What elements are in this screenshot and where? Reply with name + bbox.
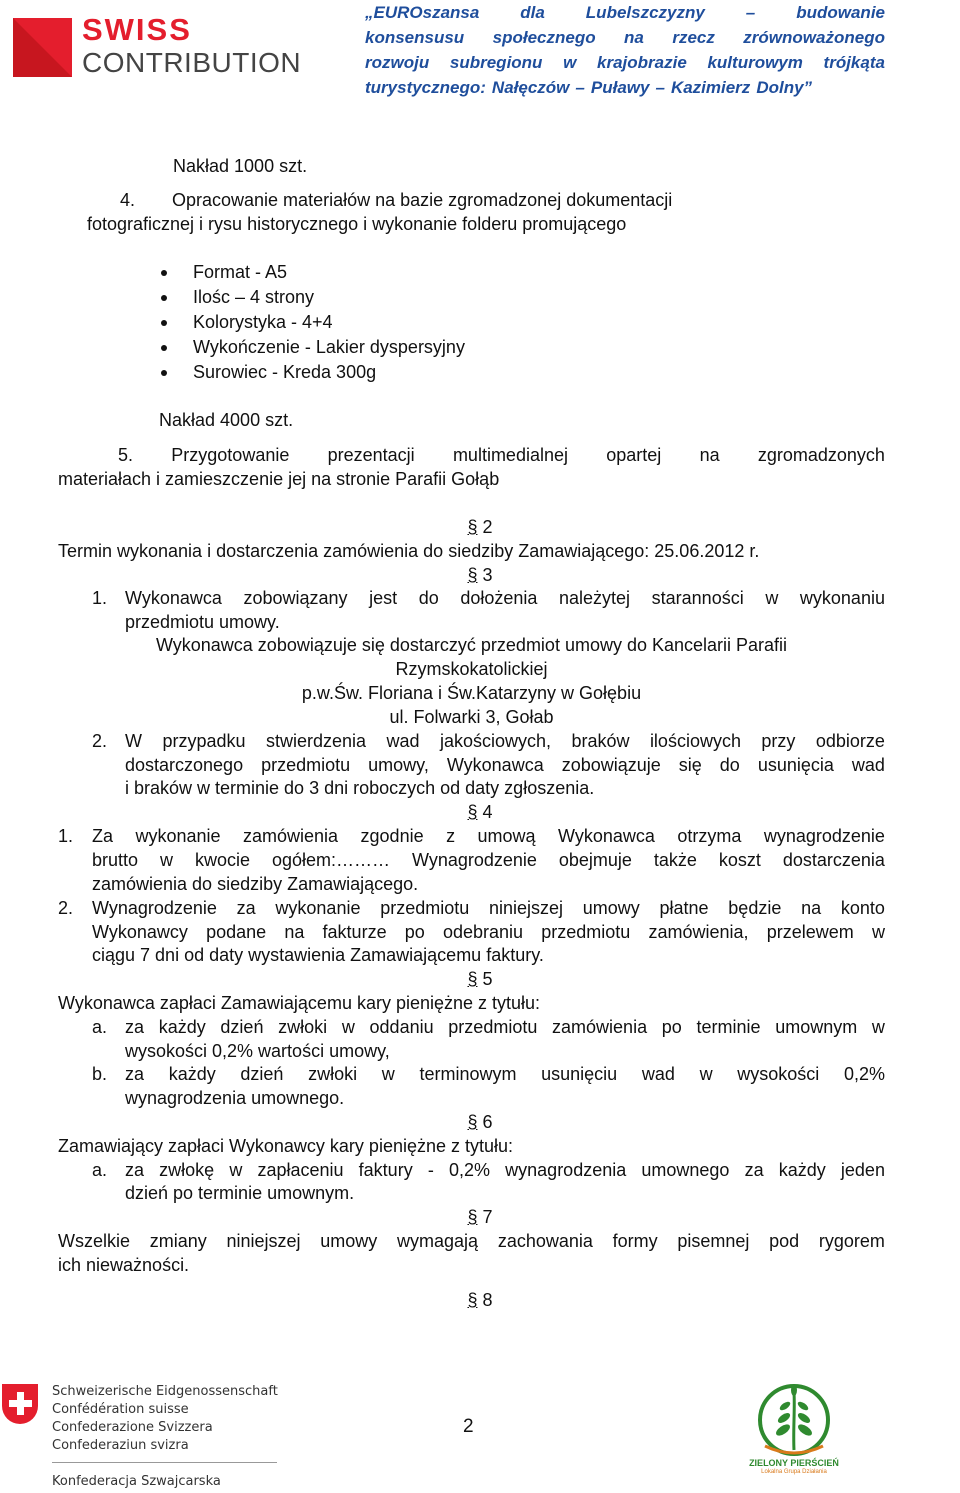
bullet-item-ilosc: Ilośc – 4 strony bbox=[193, 287, 315, 307]
swiss-contribution-flag-icon bbox=[13, 18, 72, 77]
p5-a-label: a. bbox=[92, 1017, 108, 1037]
bullet-icon bbox=[161, 345, 167, 351]
paragraph-2-text: Termin wykonania i dostarczenia zamówienia do siedziby Zamawiającego: 25.06.2012 r. bbox=[58, 541, 760, 561]
bullet-icon bbox=[161, 320, 167, 326]
p3-item1-line-cont: przedmiotu umowy. bbox=[125, 612, 280, 632]
p5-intro: Wykonawca zapłaci Zamawiającemu kary pieniężne z tytułu: bbox=[58, 993, 541, 1013]
p3-address-line: ul. Folwarki 3, Gołab bbox=[389, 707, 554, 727]
bullet-icon bbox=[161, 270, 167, 276]
zielony-pierscien-subtitle: Lokalna Grupa Działania bbox=[761, 1469, 827, 1475]
p7-line-cont: ich nieważności. bbox=[58, 1255, 190, 1275]
naklad-4000: Nakład 4000 szt. bbox=[159, 410, 294, 430]
project-title-line: „EUROszansa dla Lubelszczyzny – budowanie bbox=[365, 3, 885, 22]
page-number: 2 bbox=[463, 1416, 474, 1437]
bullet-icon bbox=[161, 295, 167, 301]
project-title-line: konsensusu społecznego na rzecz zrównoważonego bbox=[365, 28, 885, 47]
section-4-title: Opracowanie materiałów na bazie zgromadzonej dokumentacji bbox=[172, 190, 673, 210]
p5-b-label: b. bbox=[92, 1064, 108, 1084]
logo-contribution-text: CONTRIBUTION bbox=[82, 47, 302, 78]
footer-divider bbox=[52, 1462, 277, 1463]
p7-line: Wszelkie zmiany niniejszej umowy wymagają zachowania formy pisemnej pod rygorem bbox=[58, 1231, 885, 1251]
p3-item2-line-cont: i braków w terminie do 3 dni roboczych od daty zgłoszenia. bbox=[125, 778, 595, 798]
p5-a-line-cont: wysokości 0,2% wartości umowy, bbox=[125, 1041, 390, 1061]
paragraph-3-heading: § 3 bbox=[467, 565, 493, 585]
p3-item2-number: 2. bbox=[92, 731, 108, 751]
project-title-line: turystycznego: Nałęczów – Puławy – Kazimierz Dolny” bbox=[365, 78, 813, 97]
bullet-item-kolorystyka: Kolorystyka - 4+4 bbox=[193, 312, 333, 332]
p4-item1-line: brutto w kwocie ogółem:……… Wynagrodzenie obejmuje także koszt dostarczenia bbox=[92, 850, 885, 870]
p5-a-line: za każdy dzień zwłoki w oddaniu przedmiotu zamówienia po terminie umownym w bbox=[125, 1017, 885, 1037]
section-5-line: 5. Przygotowanie prezentacji multimedialnej opartej na zgromadzonych bbox=[118, 445, 885, 465]
project-title bbox=[365, 0, 885, 100]
p6-a-line-cont: dzień po terminie umownym. bbox=[125, 1183, 355, 1203]
confederation-polish-name: Konfederacja Szwajcarska bbox=[52, 1474, 221, 1489]
p4-item2-line: Wynagrodzenie za wykonanie przedmiotu niniejszej umowy płatne będzie na konto bbox=[92, 898, 885, 918]
paragraph-2-heading: § 2 bbox=[467, 517, 493, 537]
paragraph-4-heading: § 4 bbox=[467, 802, 493, 822]
p5-b-line: za każdy dzień zwłoki w terminowym usunięciu wad w wysokości 0,2% bbox=[125, 1064, 885, 1084]
p3-address-line: Wykonawca zobowiązuje się dostarczyć przedmiot umowy do Kancelarii Parafii bbox=[155, 635, 788, 655]
p3-address-line: Rzymskokatolickiej bbox=[395, 659, 548, 679]
naklad-1000: Nakład 1000 szt. bbox=[173, 156, 308, 176]
p4-item2-line: Wykonawcy podane na fakturze po odebraniu przedmiotu zamówienia, przelewem w bbox=[92, 922, 885, 942]
bullet-item-wykonczenie: Wykończenie - Lakier dyspersyjny bbox=[193, 337, 465, 357]
zielony-pierscien-name: ZIELONY PIERŚCIEŃ bbox=[749, 1458, 839, 1468]
p6-a-line: za zwłokę w zapłaceniu faktury - 0,2% wynagrodzenia umownego za każdy jeden bbox=[125, 1160, 885, 1180]
p4-item1-number: 1. bbox=[58, 826, 74, 846]
p3-item1-line: Wykonawca zobowiązany jest do dołożenia należytej staranności w wykonaniu bbox=[125, 588, 885, 608]
p6-intro: Zamawiający zapłaci Wykonawcy kary pieniężne z tytułu: bbox=[58, 1136, 514, 1156]
p3-item2-line: dostarczonego przedmiotu umowy, Wykonawca zobowiązuje się do usunięcia wad bbox=[125, 755, 885, 775]
paragraph-8-heading: § 8 bbox=[467, 1290, 493, 1310]
paragraph-7-heading: § 7 bbox=[467, 1207, 493, 1227]
p4-item2-number: 2. bbox=[58, 898, 74, 918]
section-5-line-cont: materiałach i zamieszczenie jej na stronie Parafii Gołąb bbox=[58, 469, 500, 489]
project-title-line: rozwoju subregionu w krajobrazie kulturowym trójkąta bbox=[365, 53, 885, 72]
confederation-names: Schweizerische Eidgenossenschaft Confédération suisse Confederazione Svizzera Confederaziun svizra bbox=[52, 1384, 278, 1453]
section-4-number: 4. bbox=[120, 190, 136, 210]
swiss-coat-of-arms-icon bbox=[2, 1384, 38, 1424]
p3-address-line: p.w.Św. Floriana i Św.Katarzyny w Gołębiu bbox=[301, 683, 642, 703]
paragraph-5-heading: § 5 bbox=[467, 969, 493, 989]
bullet-icon bbox=[161, 370, 167, 376]
p4-item2-line-cont: ciągu 7 dni od daty wystawienia Zamawiającemu faktury. bbox=[92, 945, 544, 965]
p4-item1-line-cont: zamówienia do siedziby Zamawiającego. bbox=[92, 874, 419, 894]
p5-b-line-cont: wynagrodzenia umownego. bbox=[125, 1088, 345, 1108]
logo-swiss-text: SWISS bbox=[82, 12, 192, 47]
paragraph-6-heading: § 6 bbox=[467, 1112, 493, 1132]
p4-item1-line: Za wykonanie zamówienia zgodnie z umową Wykonawca otrzyma wynagrodzenie bbox=[92, 826, 885, 846]
p6-a-label: a. bbox=[92, 1160, 108, 1180]
p3-item1-number: 1. bbox=[92, 588, 108, 608]
p3-item2-line: W przypadku stwierdzenia wad jakościowych, braków ilościowych przy odbiorze bbox=[125, 731, 885, 751]
bullet-item-surowiec: Surowiec - Kreda 300g bbox=[193, 362, 377, 382]
section-4-title-cont: fotograficznej i rysu historycznego i wykonanie folderu promującego bbox=[87, 214, 627, 234]
bullet-item-format: Format - A5 bbox=[193, 262, 288, 282]
